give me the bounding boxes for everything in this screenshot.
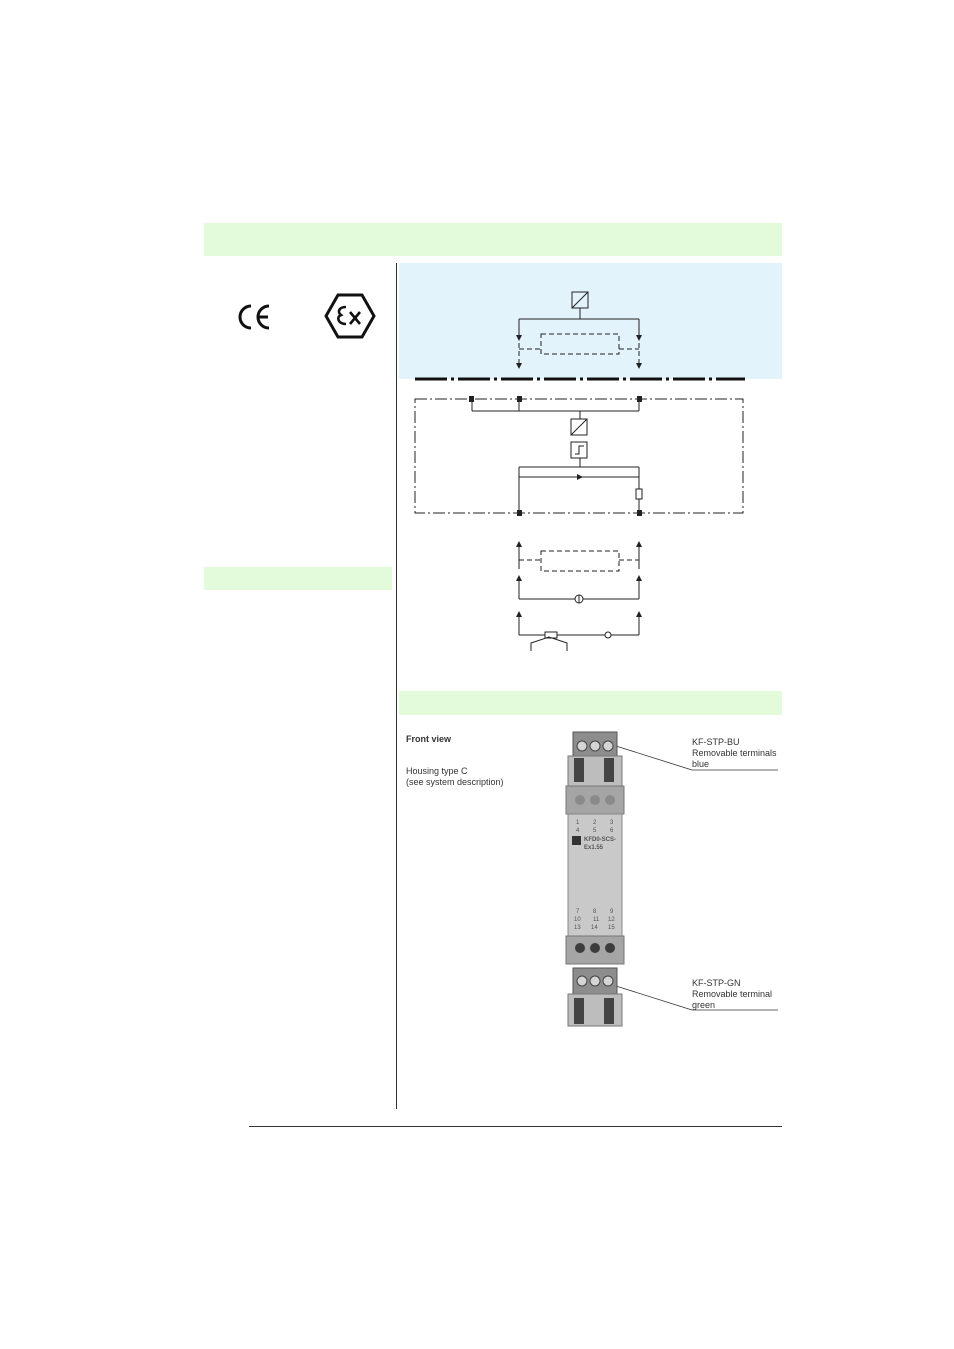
front-view-title: Front view (406, 734, 452, 744)
terminal-number: 2 (593, 820, 597, 826)
terminal-number: 14 (591, 925, 598, 931)
terminal-number: 1 (576, 820, 580, 826)
block-diagram (399, 263, 782, 663)
terminal-number: 9 (610, 909, 614, 915)
terminal-number: 10 (574, 917, 581, 923)
terminal-number: 15 (608, 925, 615, 931)
dimensions-section-band (399, 691, 782, 715)
green-terminal-model: KF-STP-GN (692, 978, 741, 988)
terminal-number: 4 (576, 828, 580, 834)
terminal-number: 12 (608, 917, 615, 923)
module-name-line1: KFD0-SCS- (584, 837, 617, 843)
blue-terminal-color: blue (692, 759, 710, 769)
terminal-number: 6 (610, 828, 614, 834)
terminal-number: 5 (593, 828, 597, 834)
blue-terminal-model: KF-STP-BU (692, 737, 740, 747)
terminal-number: 8 (593, 909, 597, 915)
housing-type-label: Housing type C (406, 766, 468, 776)
ce-mark-icon (236, 302, 272, 332)
housing-reference-label: (see system description) (406, 777, 504, 787)
terminal-number: 11 (593, 917, 600, 923)
ex-mark-icon (324, 293, 376, 339)
green-terminal-color: green (692, 1000, 716, 1010)
terminal-number: 13 (574, 925, 581, 931)
footer-rule (249, 1126, 782, 1127)
terminal-number: 3 (610, 820, 614, 826)
green-terminal-description: Removable terminal (692, 989, 773, 999)
brand-logo-icon (572, 836, 581, 845)
module-front-view (560, 728, 780, 1030)
section-header-band (204, 223, 782, 256)
blue-terminal-description: Removable terminals (692, 748, 777, 758)
column-divider (396, 263, 397, 1109)
module-name-line2: Ex1.55 (584, 845, 604, 851)
terminal-number: 7 (576, 909, 580, 915)
left-section-header-band (204, 567, 392, 590)
